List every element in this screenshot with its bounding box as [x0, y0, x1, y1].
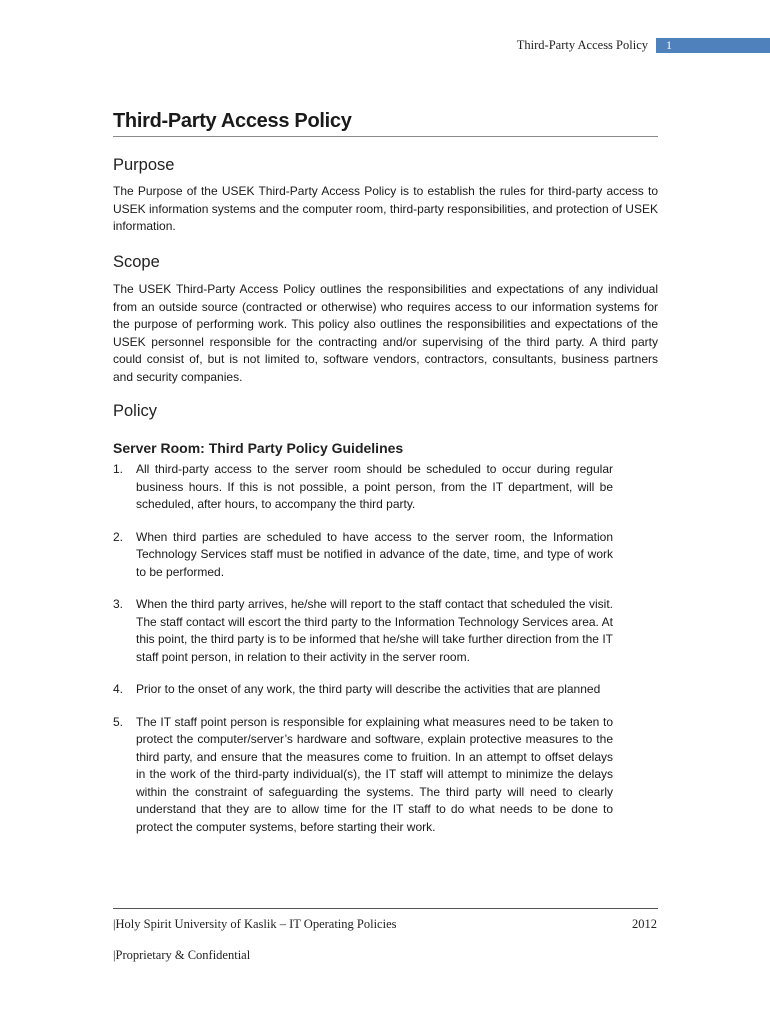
list-item	[113, 681, 613, 699]
policy-subheading: Server Room: Third Party Policy Guidelines	[113, 440, 404, 456]
purpose-heading: Purpose	[113, 156, 175, 174]
page-title: Third-Party Access Policy	[113, 110, 658, 137]
list-item	[113, 596, 613, 666]
page-number-tab	[656, 38, 770, 53]
footer-year: 2012	[632, 917, 657, 931]
list-item-text: When the third party arrives, he/she will report to the staff contact that scheduled the visit. The staff contact will escort the third party to the Information Technology Services area. At this point, the third party is to be informed that he/she will take further direction from the IT staff point person, in relation to their activity in the server room.	[136, 597, 613, 664]
list-item-number: 2.	[113, 529, 124, 544]
footer-divider	[113, 908, 658, 909]
list-item	[113, 714, 613, 837]
list-item	[113, 461, 613, 514]
running-header-title: Third-Party Access Policy	[516, 38, 648, 52]
purpose-paragraph: The Purpose of the USEK Third-Party Access Policy is to establish the rules for third-party access to USEK information systems and the computer room, third-party responsibilities, and protection of USEK information.	[113, 184, 658, 233]
policy-guidelines-list	[113, 461, 613, 851]
list-item	[113, 529, 613, 582]
scope-heading: Scope	[113, 253, 160, 271]
page-number: 1	[666, 38, 672, 52]
list-item-number: 3.	[113, 597, 124, 611]
footer-institution: |Holy Spirit University of Kaslik – IT Operating Policies	[113, 917, 397, 931]
list-item-number: 5.	[113, 714, 124, 729]
list-item-text: Prior to the onset of any work, the third party will describe the activities that are planned	[136, 682, 601, 696]
list-item-number: 1.	[113, 462, 124, 476]
list-item-text: When third parties are scheduled to have access to the server room, the Information Technology Services staff must be notified in advance of the date, time, and type of work to be performed.	[136, 529, 613, 579]
list-item-text: The IT staff point person is responsible for explaining what measures need to be taken to protect the computer/server’s hardware and software, explain protective measures to the third party, and ensure that the measures come to fruition. In an attempt to offset delays in the work of the third-party individual(s), the IT staff will attempt to minimize the delays within the constraint of safeguarding the systems. The third party will need to clearly understand that they are to allow time for the IT staff to do what needs to be done to protect the computer systems, before starting their work.	[136, 714, 613, 834]
scope-paragraph: The USEK Third-Party Access Policy outlines the responsibilities and expectations of any individual from an outside source (contracted or otherwise) who requires access to our information systems for the purpose of performing work. This policy also outlines the responsibilities and expectations of the USEK personnel responsible for the contracting and/or supervising of the third party. A third party could consist of, but is not limited to, software vendors, contractors, consultants, business partners and security companies.	[113, 282, 658, 384]
list-item-number: 4.	[113, 682, 124, 696]
footer-confidentiality: |Proprietary & Confidential	[113, 948, 251, 962]
list-item-text: All third-party access to the server room should be scheduled to occur during regular business hours. If this is not possible, a point person, from the IT department, will be scheduled, after hours, to accompany the third party.	[136, 462, 613, 511]
policy-heading: Policy	[113, 402, 158, 420]
